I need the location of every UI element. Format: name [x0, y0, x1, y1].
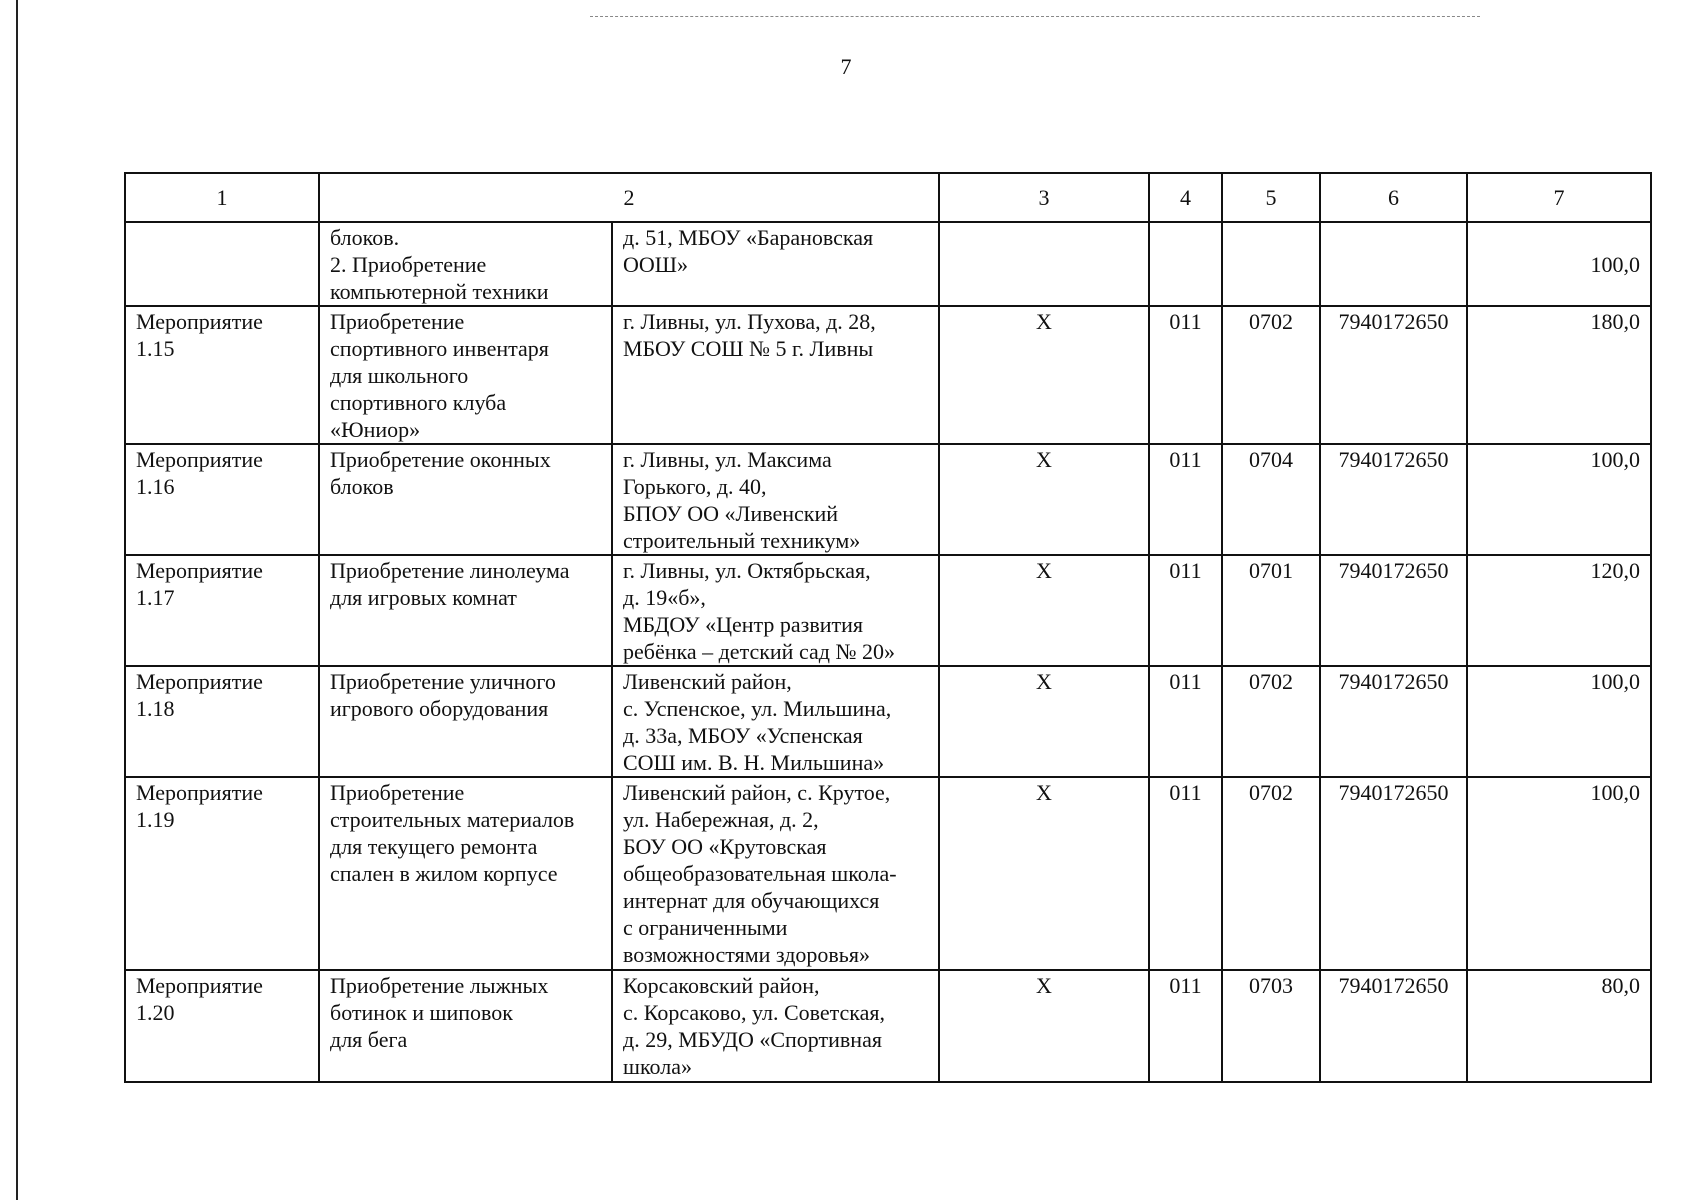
description-cell: Приобретение строительных материалов для текущего ремонта спален в жилом корпусе	[319, 777, 612, 970]
address-cell: д. 51, МБОУ «Барановская ООШ»	[612, 222, 939, 306]
page-number: 7	[840, 54, 852, 79]
col3-cell: X	[939, 555, 1149, 666]
col5-cell: 0702	[1222, 666, 1320, 777]
col6-cell	[1320, 222, 1467, 306]
header-col-3: 3	[939, 173, 1149, 222]
table-row	[125, 555, 1651, 666]
address-cell: Ливенский район, с. Крутое, ул. Набережная, д. 2, БОУ ОО «Крутовская общеобразовательная школа- интернат для обучающихся с ограниченными возможностями здоровья»	[612, 777, 939, 970]
address-cell: г. Ливны, ул. Пухова, д. 28, МБОУ СОШ № 5 г. Ливны	[612, 306, 939, 444]
table-row	[125, 444, 1651, 555]
event-cell: Мероприятие 1.15	[125, 306, 319, 444]
program-activities-table	[124, 172, 1652, 1083]
amount-cell: 180,0	[1467, 306, 1651, 444]
description-cell: Приобретение уличного игрового оборудования	[319, 666, 612, 777]
col5-cell: 0702	[1222, 777, 1320, 970]
amount-cell: 100,0	[1467, 777, 1651, 970]
col3-cell: X	[939, 306, 1149, 444]
col6-cell: 7940172650	[1320, 666, 1467, 777]
header-col-5: 5	[1222, 173, 1320, 222]
table-row	[125, 777, 1651, 970]
amount-cell: 100,0	[1467, 666, 1651, 777]
description-cell: Приобретение линолеума для игровых комнат	[319, 555, 612, 666]
address-cell: г. Ливны, ул. Максима Горького, д. 40, БПОУ ОО «Ливенский строительный техникум»	[612, 444, 939, 555]
scan-left-edge	[16, 0, 18, 1200]
col3-cell: X	[939, 970, 1149, 1082]
header-col-2: 2	[319, 173, 939, 222]
description-cell: блоков. 2. Приобретение компьютерной техники	[319, 222, 612, 306]
event-cell: Мероприятие 1.17	[125, 555, 319, 666]
col6-cell: 7940172650	[1320, 306, 1467, 444]
amount-cell: 80,0	[1467, 970, 1651, 1082]
description-cell: Приобретение спортивного инвентаря для школьного спортивного клуба «Юниор»	[319, 306, 612, 444]
address-cell: Ливенский район, с. Успенское, ул. Мильшина, д. 33а, МБОУ «Успенская СОШ им. В. Н. Мильшина»	[612, 666, 939, 777]
table-row	[125, 666, 1651, 777]
amount-cell: 100,0	[1467, 444, 1651, 555]
col4-cell	[1149, 222, 1222, 306]
header-col-4: 4	[1149, 173, 1222, 222]
col5-cell: 0703	[1222, 970, 1320, 1082]
description-cell: Приобретение оконных блоков	[319, 444, 612, 555]
amount-cell: 120,0	[1467, 555, 1651, 666]
col6-cell: 7940172650	[1320, 970, 1467, 1082]
description-cell: Приобретение лыжных ботинок и шиповок для бега	[319, 970, 612, 1082]
header-row	[125, 173, 1651, 222]
col5-cell: 0704	[1222, 444, 1320, 555]
address-cell: Корсаковский район, с. Корсаково, ул. Советская, д. 29, МБУДО «Спортивная школа»	[612, 970, 939, 1082]
col3-cell: X	[939, 666, 1149, 777]
address-cell: г. Ливны, ул. Октябрьская, д. 19«б», МБДОУ «Центр развития ребёнка – детский сад № 20»	[612, 555, 939, 666]
event-cell: Мероприятие 1.18	[125, 666, 319, 777]
event-cell	[125, 222, 319, 306]
col4-cell: 011	[1149, 970, 1222, 1082]
event-cell: Мероприятие 1.16	[125, 444, 319, 555]
table-row-continuation	[125, 222, 1651, 306]
col5-cell: 0702	[1222, 306, 1320, 444]
col4-cell: 011	[1149, 555, 1222, 666]
col3-cell: X	[939, 777, 1149, 970]
header-col-6: 6	[1320, 173, 1467, 222]
col3-cell	[939, 222, 1149, 306]
col4-cell: 011	[1149, 777, 1222, 970]
col4-cell: 011	[1149, 666, 1222, 777]
col5-cell	[1222, 222, 1320, 306]
table-row	[125, 970, 1651, 1082]
event-cell: Мероприятие 1.20	[125, 970, 319, 1082]
col6-cell: 7940172650	[1320, 444, 1467, 555]
amount-cell: 100,0	[1467, 222, 1651, 306]
col4-cell: 011	[1149, 444, 1222, 555]
header-col-7: 7	[1467, 173, 1651, 222]
col4-cell: 011	[1149, 306, 1222, 444]
col5-cell: 0701	[1222, 555, 1320, 666]
header-col-1: 1	[125, 173, 319, 222]
event-cell: Мероприятие 1.19	[125, 777, 319, 970]
col6-cell: 7940172650	[1320, 555, 1467, 666]
col3-cell: X	[939, 444, 1149, 555]
col6-cell: 7940172650	[1320, 777, 1467, 970]
scan-top-artifact	[590, 16, 1480, 17]
table-row	[125, 306, 1651, 444]
